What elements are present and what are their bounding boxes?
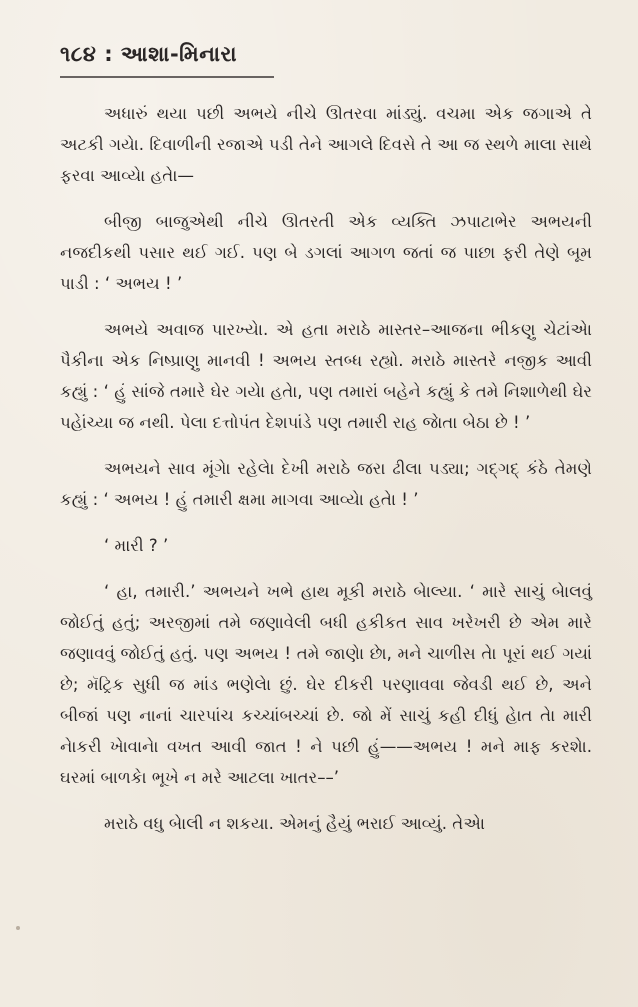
paragraph: ‘ મારી ? ’ [104,536,169,555]
page-number: ૧૮૪ [60,42,97,66]
paragraph: ‘ હા, તમારી.’ અભયને ખભે હાથ મૂકી મરાઠે બેાલ્યા. ‘ મારે સાચું બેાલવું જોઈતું હતું; અરજીમાં તમે જણાવેલી બધી હકીકત સાવ ખરેખરી છે એમ મારે જણાવવું જોઈતું હતું. પણ અભય ! તમે જાણેા છેા, મને ચાળીસ તેા પૂરાં થઈ ગયાં છે; મૅટ્રિક સુધી જ માંડ ભણેલેા છું. ઘેર દીકરી પરણાવવા જેવડી થઈ છે, અને બીજાં પણ નાનાં ચારપાંચ કચ્ચાંબચ્ચાં છે. જો મેં સાચું કહી દીધું હેાત તેા મારી નેાકરી ખેાવાનેા વખત આવી જાત ! ને પછી હું——અભય ! મને માફ કરશેા. ઘરમાં બાળકેા ભૂખે ન મરે આટલા ખાતર––’ [60,582,592,787]
paragraph: બીજી બાજુએથી નીચે ઊતરતી એક વ્યક્તિ ઝપાટાભેર અભયની નજદીકથી પસાર થઈ ગઈ. પણ બે ડગલાં આગળ જતાં જ પાછા ફરી તેણે બૂમ પાડી : ‘ અભય ! ’ [60,212,592,293]
paragraph: અધારું થયા પછી અભયે નીચે ઊતરવા માંડ્યું. વચમા એક જગાએ તે અટકી ગયેા. દિવાળીની રજાએ પડી તેને આગલે દિવસે તે આ જ સ્થળે માલા સાથે ફરવા આવ્યેા હતેા— [60,104,592,185]
page-header [60,42,237,67]
header-separator: : [104,42,114,66]
book-title: આશા-મિનારા [120,42,238,66]
paragraph: મરાઠે વધુ બેાલી ન શકયા. એમનું હૈયું ભરાઈ આવ્યું. તેએા [104,814,485,833]
header-underline [60,76,274,78]
paragraph: અભયને સાવ મૂંગેા રહેલેા દેખી મરાઠે જરા ઢીલા પડ્યા; ગદ્ગદ્ કંઠે તેમણે કહ્યું : ‘ અભય ! હું તમારી ક્ષમા માગવા આવ્યેા હતેા ! ’ [60,459,592,509]
page-body [60,98,592,854]
paragraph: અભયે અવાજ પારખ્યેા. એ હતા મરાઠે માસ્તર–આજના ભીકણુ ચેટાંએા પૈકીના એક નિષ્પ્રાણુ માનવી ! અભય સ્તબ્ધ રહ્યો. મરાઠે માસ્તરે નજીક આવી કહ્યું : ‘ હું સાંજે તમારે ઘેર ગયેા હતેા, પણ તમારાં બહેને કહ્યું કે તમે નિશાળેથી ઘેર પહેાંચ્યા જ નથી. પેલા દત્તોપંત દેશપાંડે પણ તમારી રાહ જેાતા બેઠા છે ! ’ [60,320,592,432]
paper-speck [16,926,20,930]
